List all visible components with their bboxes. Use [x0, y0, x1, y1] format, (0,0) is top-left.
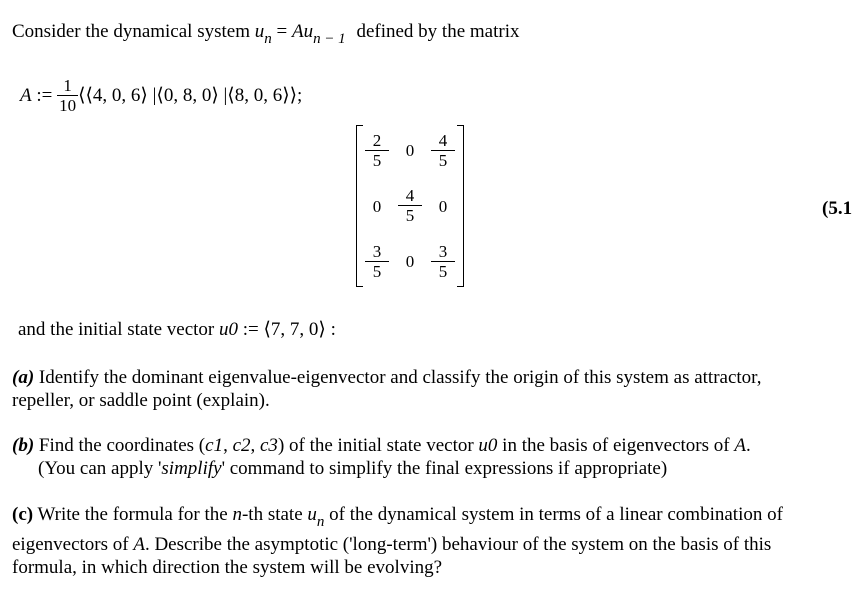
- equation-label: (5.1: [822, 198, 853, 219]
- initial-colon: :: [325, 319, 336, 340]
- part-b-line2: (You can apply 'simplify' command to simplify the final expressions if appropriate): [38, 458, 668, 479]
- u-var: u: [254, 21, 265, 42]
- part-c-line1: (c) Write the formula for the n-th state $u_n$ of the dynamical system in terms of a linear combination of: [12, 504, 783, 530]
- matrix-definition: [20, 76, 302, 116]
- coef-fraction: [57, 76, 78, 115]
- initial-state-line: [18, 318, 336, 341]
- u-var-2: u: [303, 21, 314, 42]
- initial-value: ⟨7, 7, 0⟩: [263, 319, 326, 340]
- n-minus-1-subscript: n − 1: [313, 31, 346, 47]
- initial-text: and the initial state vector: [18, 319, 220, 340]
- def-assign: :=: [31, 85, 58, 106]
- part-c-line3: formula, in which direction the system will be evolving?: [12, 557, 443, 578]
- part-a-label: (a): [12, 367, 35, 388]
- intro-text-after: defined by the matrix: [356, 21, 520, 42]
- def-expression: ⟨⟨4, 0, 6⟩ |⟨0, 8, 0⟩ |⟨8, 0, 6⟩⟩;: [78, 85, 303, 106]
- part-c-label: (c): [12, 504, 34, 525]
- n-sub-c: n: [316, 514, 325, 530]
- def-lhs: A: [20, 85, 32, 106]
- cell-r1c2: 0: [405, 141, 415, 160]
- initial-assign: :=: [238, 319, 264, 340]
- cell-r1c1: $\frac{2}{5}$: [365, 131, 389, 170]
- part-c-line2: eigenvectors of A. Describe the asymptotic ('long-term') behaviour of the system on the basis of this: [12, 534, 772, 555]
- equals-sign: =: [271, 21, 292, 42]
- a-var-c: A: [133, 534, 145, 555]
- matrix-output: [356, 125, 464, 287]
- c2-var: c2: [232, 435, 251, 456]
- c1-var: c1: [205, 435, 224, 456]
- a-var: A: [291, 21, 304, 42]
- cell-r3c2: 0: [405, 252, 415, 271]
- intro-line: [12, 20, 519, 45]
- coef-numerator: 1: [63, 76, 72, 95]
- cell-r3c3: $\frac{3}{5}$: [431, 242, 455, 281]
- part-a-line2: repeller, or saddle point (explain).: [12, 390, 270, 411]
- coef-denominator: 10: [59, 96, 77, 115]
- cell-r2c1: 0: [372, 197, 382, 216]
- part-b-label: (b): [12, 435, 35, 456]
- u0-var-b: u0: [478, 435, 498, 456]
- cell-r3c1: $\frac{3}{5}$: [365, 242, 389, 281]
- part-a-text1: Identify the dominant eigenvalue-eigenvector and classify the origin of this system as attractor,: [34, 367, 762, 388]
- cell-r2c3: 0: [438, 197, 448, 216]
- c3-var: c3: [260, 435, 278, 456]
- part-b-line1: (b) Find the coordinates (c1, c2, c3) of the initial state vector u0 in the basis of eigenvectors of A.: [12, 435, 751, 456]
- n-var: n: [232, 504, 242, 525]
- a-var-b: A: [734, 435, 746, 456]
- n-subscript: n: [264, 31, 272, 47]
- cell-r2c2: $\frac{4}{5}$: [398, 186, 422, 225]
- cell-r1c3: $\frac{4}{5}$: [431, 131, 455, 170]
- simplify-command: simplify: [161, 458, 222, 479]
- u0-var: u0: [219, 319, 239, 340]
- u-var-c: u: [307, 504, 317, 525]
- intro-text: Consider the dynamical system: [12, 21, 255, 42]
- part-a-line1: [12, 366, 762, 389]
